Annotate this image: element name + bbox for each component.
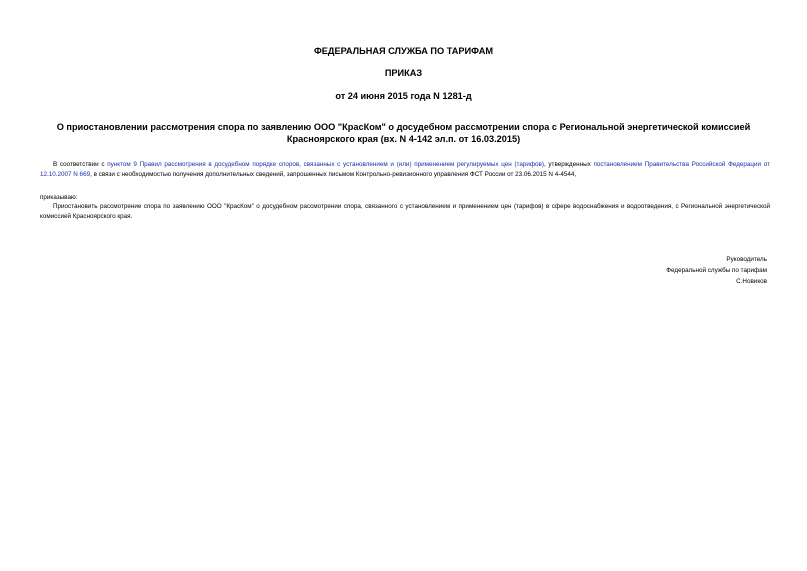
paragraph-basis-text-1: В соответствии с (53, 161, 108, 168)
document-subject (0, 122, 807, 145)
subject-line-1: О приостановлении рассмотрения спора по заявлению ООО "КрасКом" о досудебном рассмотрении спора с Региональной энергетической комиссией (56, 122, 751, 132)
government-decree-link[interactable]: постановлением Правительства Российской Федерации от 12.10.2007 N 669 (40, 161, 770, 178)
paragraph-order: Приостановить рассмотрение спора по заявлению ООО "КрасКом" о досудебном рассмотрении спора, связанного с установлением и применением цен (тарифов) в сфере водоснабжения и водоотведения, с Региональной энергетической комиссией Красноярского края. (40, 203, 770, 220)
orders-label: приказываю: (40, 194, 78, 201)
rules-clause-9-link[interactable]: пунктом 9 Правил рассмотрения в досудебном порядке споров, связанных с установлением и (или) применением регулируемых цен (тарифов) (107, 161, 544, 168)
paragraph-basis-text-3: , в связи с необходимостью получения дополнительных сведений, запрошенных письмом Контрольно-ревизионного управления ФСТ России от 23.06.2015 N 4-4544, (90, 171, 577, 178)
subject-line-2: Красноярского края (вх. N 4-142 эл.п. от 16.03.2015) (286, 133, 521, 144)
signature-role: Руководитель (726, 256, 767, 263)
paragraph-basis-text-2: , утвержденных (543, 161, 594, 168)
agency-title: ФЕДЕРАЛЬНАЯ СЛУЖБА ПО ТАРИФАМ (313, 46, 494, 56)
signature-organization: Федеральной службы по тарифам (666, 267, 767, 274)
document-date-number: от 24 июня 2015 года N 1281-д (335, 91, 472, 101)
signature-name: С.Новиков (736, 278, 767, 285)
paragraph-basis (40, 160, 770, 180)
document-type: ПРИКАЗ (384, 68, 423, 78)
